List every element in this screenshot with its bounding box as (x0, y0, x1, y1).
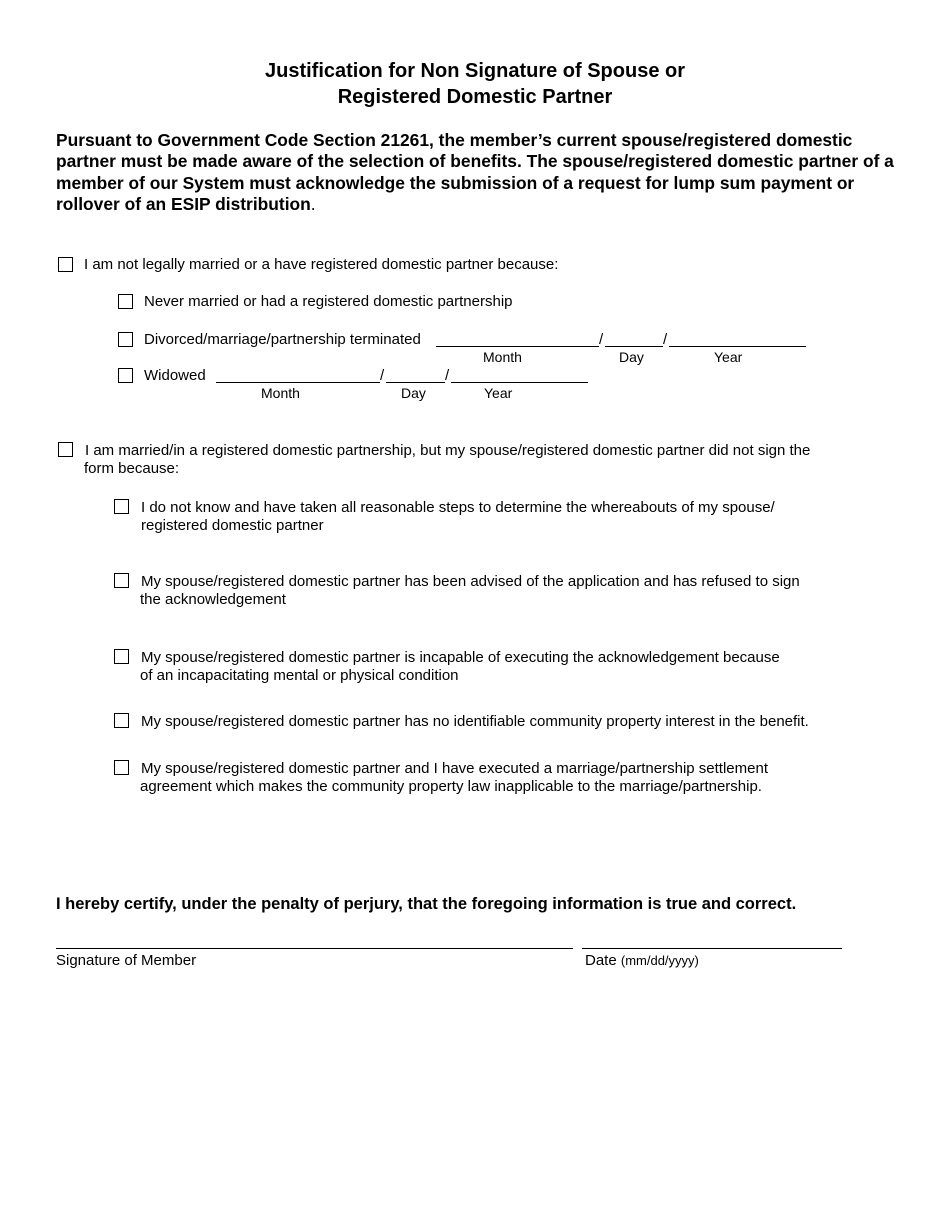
widowed-day-field[interactable] (386, 382, 445, 383)
widowed-month-caption: Month (261, 385, 300, 401)
divorced-year-field[interactable] (669, 346, 806, 347)
widowed-date-separator: / (380, 367, 385, 384)
signature-of-member-label: Signature of Member (56, 952, 197, 969)
intro-paragraph (56, 130, 896, 216)
never-married-checkbox[interactable] (118, 294, 133, 309)
settlement-agreement-label-line2: agreement which makes the community property law inapplicable to the marriage/partnership. (140, 778, 762, 795)
refused-to-sign-label-line2: the acknowledgement (140, 591, 286, 608)
widowed-day-caption: Day (401, 385, 426, 401)
member-signature-field[interactable] (56, 948, 573, 949)
married-checkbox[interactable] (58, 442, 73, 457)
refused-to-sign-checkbox[interactable] (114, 573, 129, 588)
no-community-interest-label: My spouse/registered domestic partner has no identifiable community property interest in the benefit. (141, 713, 809, 730)
refused-to-sign-label-line1: My spouse/registered domestic partner has been advised of the application and has refused to sign (141, 573, 800, 590)
intro-bold-text: Pursuant to Government Code Section 21261, the member’s current spouse/registered domestic partner must be made aware of the selection of benefits. The spouse/registered domestic partner of a member of our System must acknowledge the submission of a request for lump sum payment or rollover of an ESIP distribution (56, 130, 894, 215)
divorced-date-separator: / (663, 331, 668, 348)
incapable-checkbox[interactable] (114, 649, 129, 664)
divorced-month-field[interactable] (436, 346, 599, 347)
divorced-month-caption: Month (483, 349, 522, 365)
not-married-checkbox[interactable] (58, 257, 73, 272)
widowed-date-separator: / (445, 367, 450, 384)
widowed-year-caption: Year (484, 385, 513, 401)
whereabouts-unknown-checkbox[interactable] (114, 499, 129, 514)
never-married-label: Never married or had a registered domestic partnership (144, 293, 513, 310)
widowed-month-field[interactable] (216, 382, 380, 383)
widowed-label: Widowed (144, 367, 206, 384)
divorced-day-field[interactable] (605, 346, 663, 347)
married-label-line1: I am married/in a registered domestic partnership, but my spouse/registered domestic partner did not sign the (85, 442, 811, 459)
incapable-label-line1: My spouse/registered domestic partner is incapable of executing the acknowledgement because (141, 649, 780, 666)
incapable-label-line2: of an incapacitating mental or physical condition (140, 667, 459, 684)
divorced-date-separator: / (599, 331, 604, 348)
certification-statement: I hereby certify, under the penalty of perjury, that the foregoing information is true and correct. (56, 895, 797, 913)
divorced-year-caption: Year (714, 349, 743, 365)
not-married-label: I am not legally married or a have registered domestic partner because: (84, 256, 559, 273)
whereabouts-unknown-label-line2: registered domestic partner (141, 517, 324, 534)
married-label-line2: form because: (84, 460, 180, 477)
form-title-line2: Registered Domestic Partner (337, 86, 613, 108)
divorced-day-caption: Day (619, 349, 644, 365)
intro-tail: . (310, 194, 316, 215)
date-label-text: Date (585, 952, 617, 969)
date-format-hint: (mm/dd/yyyy) (620, 953, 699, 968)
no-community-interest-checkbox[interactable] (114, 713, 129, 728)
divorced-label: Divorced/marriage/partnership terminated (144, 331, 421, 348)
whereabouts-unknown-label-line1: I do not know and have taken all reasonable steps to determine the whereabouts of my spouse/ (141, 499, 775, 516)
date-label (585, 952, 699, 970)
form-title-line1: Justification for Non Signature of Spouse or (264, 60, 686, 82)
divorced-checkbox[interactable] (118, 332, 133, 347)
widowed-checkbox[interactable] (118, 368, 133, 383)
settlement-agreement-label-line1: My spouse/registered domestic partner and I have executed a marriage/partnership settlement (141, 760, 768, 777)
widowed-year-field[interactable] (451, 382, 588, 383)
signature-date-field[interactable] (582, 948, 842, 949)
settlement-agreement-checkbox[interactable] (114, 760, 129, 775)
